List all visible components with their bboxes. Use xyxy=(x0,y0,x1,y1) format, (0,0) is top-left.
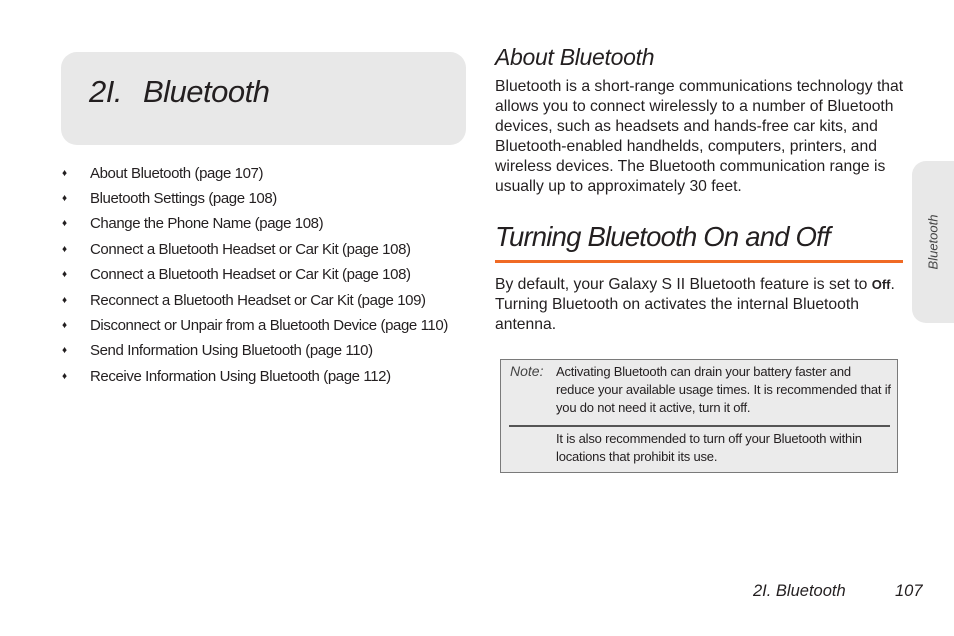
toc-item[interactable] xyxy=(62,313,448,338)
side-tab-label: Bluetooth xyxy=(925,214,941,270)
about-heading: About Bluetooth xyxy=(495,44,655,70)
toc-item-label: About Bluetooth (page 107) xyxy=(90,164,264,182)
toc-item[interactable] xyxy=(62,212,448,237)
chapter-toc xyxy=(62,161,448,390)
toc-item[interactable] xyxy=(62,237,448,262)
turning-body-start: By default, your Galaxy S II Bluetooth feature is set to xyxy=(495,276,872,293)
chapter-name: Bluetooth xyxy=(143,74,270,109)
toc-item[interactable] xyxy=(62,288,448,313)
chapter-header xyxy=(61,52,466,145)
toc-item-label: Connect a Bluetooth Headset or Car Kit (page 108) xyxy=(90,240,411,258)
content-column xyxy=(495,42,905,335)
off-setting-label: Off xyxy=(871,277,891,292)
toc-item[interactable] xyxy=(62,161,448,186)
toc-item-label: Change the Phone Name (page 108) xyxy=(90,215,324,233)
toc-item-label: Connect a Bluetooth Headset or Car Kit (page 108) xyxy=(90,266,411,284)
about-body: Bluetooth is a short-range communications technology that allows you to connect wirelessly to a number of Bluetooth devices, such as headsets and hands-free car kits, and Bluetooth-enabled handhelds, computers, printers, and wireless devices. The Bluetooth communication range is usually up to approximately 30 feet. xyxy=(495,78,904,195)
chapter-title xyxy=(89,74,270,110)
diamond-bullet-icon: ♦ xyxy=(62,269,67,281)
diamond-bullet-icon: ♦ xyxy=(62,218,67,230)
note-divider xyxy=(509,425,890,427)
diamond-bullet-icon: ♦ xyxy=(62,243,67,255)
diamond-bullet-icon: ♦ xyxy=(62,294,67,306)
toc-item-label: Reconnect a Bluetooth Headset or Car Kit (page 109) xyxy=(90,291,426,309)
toc-item[interactable] xyxy=(62,339,448,364)
turning-body xyxy=(495,275,905,335)
diamond-bullet-icon: ♦ xyxy=(62,345,67,357)
toc-item-label: Send Information Using Bluetooth (page 110) xyxy=(90,342,373,360)
toc-item[interactable] xyxy=(62,263,448,288)
toc-item[interactable] xyxy=(62,186,448,211)
turning-heading: Turning Bluetooth On and Off xyxy=(495,220,903,263)
note-box xyxy=(500,359,898,473)
chapter-number: 2I. xyxy=(89,74,122,109)
toc-item[interactable] xyxy=(62,364,448,389)
diamond-bullet-icon: ♦ xyxy=(62,167,67,179)
diamond-bullet-icon: ♦ xyxy=(62,193,67,205)
diamond-bullet-icon: ♦ xyxy=(62,370,67,382)
toc-item-label: Bluetooth Settings (page 108) xyxy=(90,190,277,208)
diamond-bullet-icon: ♦ xyxy=(62,320,67,332)
footer-page-number: 107 xyxy=(895,582,923,600)
toc-item-label: Disconnect or Unpair from a Bluetooth Device (page 110) xyxy=(90,317,448,335)
note-text-secondary: It is also recommended to turn off your Bluetooth within locations that prohibit its use. xyxy=(556,431,862,464)
section-side-tab xyxy=(912,161,954,323)
toc-item-label: Receive Information Using Bluetooth (page 112) xyxy=(90,367,391,385)
note-label: Note: xyxy=(510,363,544,379)
footer-section-title: 2I. Bluetooth xyxy=(753,582,846,600)
turning-body-end: . Turning Bluetooth on activates the internal Bluetooth antenna. xyxy=(495,276,895,333)
note-text: Activating Bluetooth can drain your battery faster and reduce your available usage times. It is recommended that if you do not need it active, turn it off. xyxy=(556,364,891,415)
